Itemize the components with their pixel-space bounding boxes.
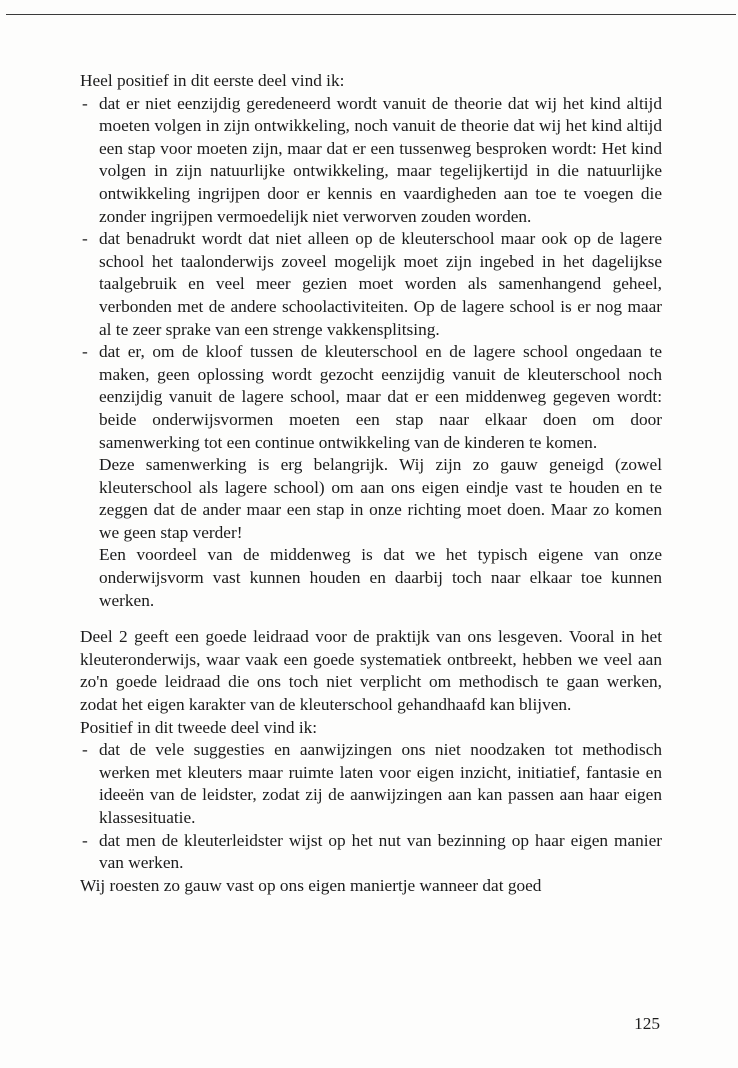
section2-bullet-2: - dat men de kleuterleidster wijst op het nut van bezinning op haar eigen manier van werken. (80, 830, 662, 875)
section1-bullet-3-continued-2: Een voordeel van de middenweg is dat we het typisch eigene van onze onderwijsvorm vast kunnen houden en daarbij toch naar elkaar toe kunnen werken. (99, 545, 662, 610)
section2-bullet-list (80, 739, 662, 875)
section2-intro: Positief in dit tweede deel vind ik: (80, 717, 318, 737)
section2-paragraph: Deel 2 geeft een goede leidraad voor de praktijk van ons lesgeven. Vooral in het kleuteronderwijs, waar vaak een goede systematiek ontbreekt, hebben we veel aan zo'n goede leidraad die ons toch niet verplicht om methodisch te gaan werken, zodat het eigen karakter van de kleuterschool gehandhaafd kan blijven. (80, 627, 662, 715)
section1-bullet-3-continued-1: Deze samenwerking is erg belangrijk. Wij zijn zo gauw geneigd (zowel kleuterschool als lagere school) om aan ons eigen eindje vast te houden en te zeggen dat de ander maar een stap in onze richting moet doen. Maar zo komen we geen stap verder! (99, 455, 662, 542)
page-body (80, 70, 662, 897)
page-number: 125 (634, 1014, 660, 1033)
top-rule (6, 14, 736, 15)
section1-bullet-3 (80, 341, 662, 612)
section2-bullet-1: - dat de vele suggesties en aanwijzingen ons niet noodzaken tot methodisch werken met kleuters maar ruimte laten voor eigen inzicht, initiatief, fantasie en ideeën van de leidster, zodat zij de aanwijzingen aan kan passen aan haar eigen klassesituatie. (80, 739, 662, 829)
section1-bullet-3-text: - dat er, om de kloof tussen de kleuterschool en de lagere school ongedaan te maken, geen oplossing wordt gezocht eenzijdig vanuit de kleuterschool noch eenzijdig vanuit de lagere school, maar dat er een middenweg gegeven wordt: beide onderwijsvormen moeten een stap naar elkaar doen om door samenwerking tot een continue ontwikkeling van de kinderen te komen. (99, 342, 662, 452)
section1-intro: Heel positief in dit eerste deel vind ik: (80, 71, 345, 90)
section2-closing-line: Wij roesten zo gauw vast op ons eigen maniertje wanneer dat goed (80, 875, 542, 895)
section1-bullet-1: - dat er niet eenzijdig geredeneerd wordt vanuit de theorie dat wij het kind altijd moeten volgen in zijn ontwikkeling, noch vanuit de theorie dat wij het kind altijd een stap voor moeten zijn, maar dat er een tussenweg besproken wordt: Het kind volgen in zijn natuurlijke ontwikkeling, maar tegelijkertijd in die natuurlijke ontwikkeling ingrijpen door er kennis en vaardigheden aan toe te voegen die zonder ingrijpen vermoedelijk niet verworven zouden worden. (80, 93, 662, 229)
section1-bullet-2: - dat benadrukt wordt dat niet alleen op de kleuterschool maar ook op de lagere school het taalonderwijs zoveel mogelijk moet zijn ingebed in het dagelijkse taalgebruik en veel meer gezien moet worden als samenhangend geheel, verbonden met de andere schoolactiviteiten. Op de lagere school is er nog maar al te zeer sprake van een strenge vakkensplitsing. (80, 228, 662, 341)
section1-bullet-list (80, 93, 662, 613)
